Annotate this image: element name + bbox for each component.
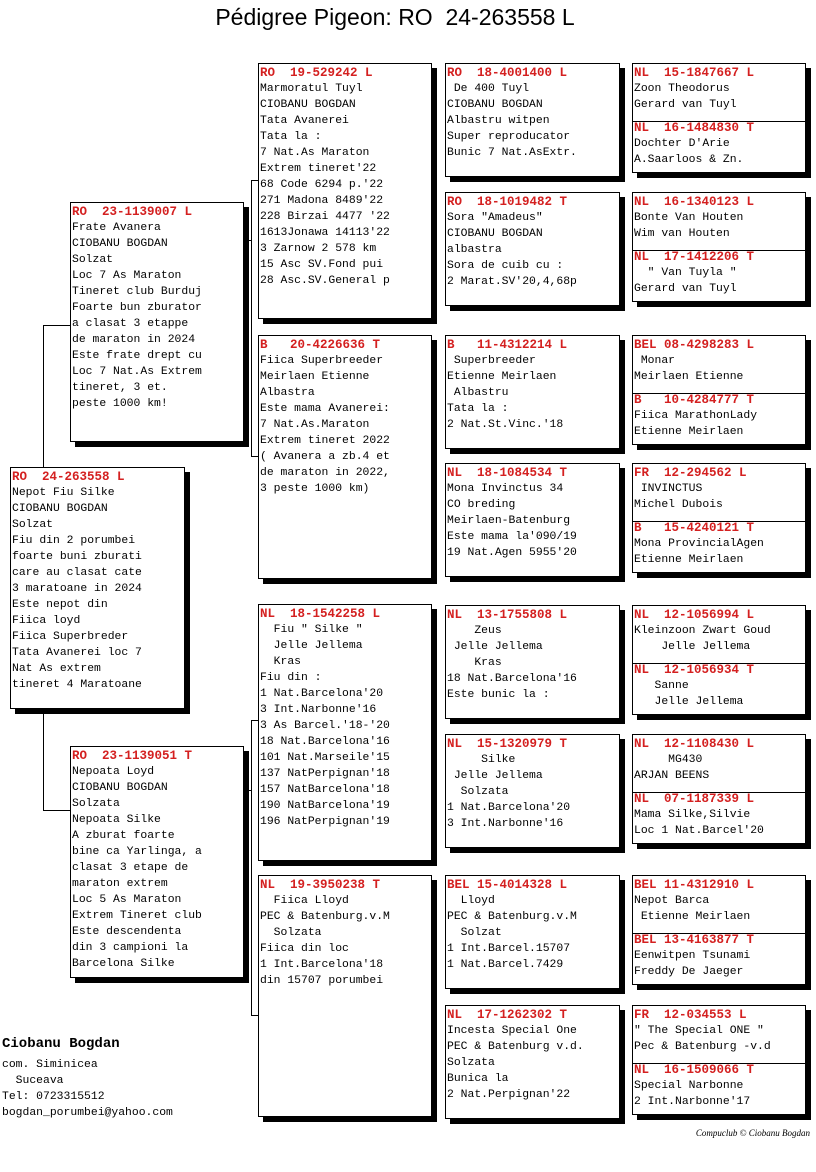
pedigree-line: 228 Birzai 4477 '22 xyxy=(260,211,390,223)
gen4-pair-box xyxy=(632,463,806,573)
pedigree-line: CIOBANU BOGDAN xyxy=(447,99,543,111)
pedigree-line: albastra xyxy=(447,244,502,256)
pedigree-line: Albastru xyxy=(447,387,509,399)
pedigree-line: 2 Nat.Perpignan'22 xyxy=(447,1089,571,1101)
pedigree-line: Jelle Jellema xyxy=(447,641,543,653)
pedigree-line: A zburat foarte xyxy=(72,830,175,842)
ring-number: BEL 11-4312910 L xyxy=(634,878,755,892)
ring-number: NL 18-1084534 T xyxy=(447,466,568,480)
pedigree-line: bine ca Yarlinga, a xyxy=(72,846,202,858)
pedigree-line: Freddy De Jaeger xyxy=(634,966,744,978)
pedigree-line: Extrem Tineret club xyxy=(72,910,202,922)
pedigree-line: Solzat xyxy=(12,519,54,531)
pedigree-line: " The Special ONE " xyxy=(634,1025,764,1037)
pedigree-line: Fiica din loc xyxy=(260,943,349,955)
connector xyxy=(43,325,71,326)
pedigree-line: 271 Madona 8489'22 xyxy=(260,195,384,207)
pedigree-line: Wim van Houten xyxy=(634,228,730,240)
pedigree-line: 1 Nat.Barcelona'20 xyxy=(260,688,384,700)
pedigree-line: Extrem tineret'22 xyxy=(260,163,377,175)
pedigree-line: CIOBANU BOGDAN xyxy=(12,503,108,515)
ring-number: NL 12-1108430 L xyxy=(634,737,755,751)
pedigree-line: Superbreeder xyxy=(447,355,536,367)
pedigree-line: Solzata xyxy=(447,1057,495,1069)
pedigree-line: Fiica loyd xyxy=(12,615,81,627)
pedigree-line: Fiu din : xyxy=(260,672,322,684)
pedigree-line: 15 Asc SV.Fond pui xyxy=(260,259,384,271)
ring-number: FR 12-034553 L xyxy=(634,1008,747,1022)
ring-number: NL 15-1847667 L xyxy=(634,66,755,80)
pedigree-line: Nepoata Loyd xyxy=(72,766,155,778)
pedigree-line: A.Saarloos & Zn. xyxy=(634,154,744,166)
pedigree-line: Mama Silke,Silvie xyxy=(634,809,751,821)
pedigree-line: Bonte Van Houten xyxy=(634,212,744,224)
pedigree-line: Mona ProvincialAgen xyxy=(634,538,764,550)
pedigree-line: Jelle Jellema xyxy=(447,770,543,782)
pedigree-line: Fiica Superbreder xyxy=(12,631,129,643)
pedigree-line: care au clasat cate xyxy=(12,567,142,579)
gen4-pair-box xyxy=(632,1005,806,1115)
pedigree-line: Extrem tineret 2022 xyxy=(260,435,390,447)
pedigree-line: Loc 1 Nat.Barcel'20 xyxy=(634,825,764,837)
pedigree-line: Bunica la xyxy=(447,1073,509,1085)
pedigree-line: ARJAN BEENS xyxy=(634,770,710,782)
gen4-pair-box xyxy=(632,605,806,715)
page-title: Pédigree Pigeon: RO 24-263558 L xyxy=(215,4,575,30)
ring-number: NL 16-1509066 T xyxy=(634,1063,755,1077)
pedigree-line: Lloyd xyxy=(447,895,495,907)
pedigree-line: 137 NatPerpignan'18 xyxy=(260,768,390,780)
pedigree-line: Solzata xyxy=(260,927,322,939)
pedigree-line: Zeus xyxy=(447,625,502,637)
ring-number: NL 17-1412206 T xyxy=(634,250,755,264)
gen3-box xyxy=(445,875,620,989)
gen3-box xyxy=(445,605,620,719)
pedigree-line: Meirlaen Etienne xyxy=(260,371,370,383)
pedigree-line: INVINCTUS xyxy=(634,483,703,495)
pedigree-line: Bunic 7 Nat.AsExtr. xyxy=(447,147,577,159)
connector xyxy=(43,708,44,810)
pedigree-line: Eenwitpen Tsunami xyxy=(634,950,751,962)
pedigree-line: Loc 7 Nat.As Extrem xyxy=(72,366,202,378)
pedigree-line: Mona Invinctus 34 xyxy=(447,483,564,495)
gen3-box xyxy=(445,335,620,449)
pedigree-line: Sora "Amadeus" xyxy=(447,212,543,224)
ring-number: RO 19-529242 L xyxy=(260,66,373,80)
pedigree-line: Super reproducator xyxy=(447,131,571,143)
divider xyxy=(633,1063,805,1064)
ring-number: NL 07-1187339 L xyxy=(634,792,755,806)
pedigree-line: Incesta Special One xyxy=(447,1025,577,1037)
pedigree-line: tineret 4 Maratoane xyxy=(12,679,142,691)
pedigree-line: CIOBANU BOGDAN xyxy=(447,228,543,240)
divider xyxy=(633,121,805,122)
gen4-pair-box xyxy=(632,192,806,302)
ring-number: B 10-4284777 T xyxy=(634,393,755,407)
owner-email[interactable]: bogdan_porumbei@yahoo.com xyxy=(2,1107,173,1119)
pedigree-line: maraton extrem xyxy=(72,878,168,890)
pedigree-line: Tata Avanerei loc 7 xyxy=(12,647,142,659)
pedigree-line: Kleinzoon Zwart Goud xyxy=(634,625,771,637)
ring-number: BEL 08-4298283 L xyxy=(634,338,755,352)
pedigree-line: Este bunic la : xyxy=(447,689,550,701)
subject-box xyxy=(10,467,185,709)
pedigree-line: Fiu din 2 porumbei xyxy=(12,535,136,547)
ring-number: B 15-4240121 T xyxy=(634,521,755,535)
pedigree-line: 196 NatPerpignan'19 xyxy=(260,816,390,828)
pedigree-line: 28 Asc.SV.General p xyxy=(260,275,390,287)
pedigree-line: din 3 campioni la xyxy=(72,942,189,954)
pedigree-line: clasat 3 etape de xyxy=(72,862,189,874)
pedigree-line: Solzat xyxy=(72,254,114,266)
pedigree-line: 68 Code 6294 p.'22 xyxy=(260,179,384,191)
pedigree-line: 2 Marat.SV'20,4,68p xyxy=(447,276,577,288)
pedigree-line: Special Narbonne xyxy=(634,1080,744,1092)
pedigree-line: Etienne Meirlaen xyxy=(447,371,557,383)
pedigree-line: ( Avanera a zb.4 et xyxy=(260,451,390,463)
ring-number: BEL 13-4163877 T xyxy=(634,933,755,947)
divider xyxy=(633,663,805,664)
pedigree-line: Loc 5 As Maraton xyxy=(72,894,182,906)
footer-credit: Compuclub © Ciobanu Bogdan xyxy=(695,1128,810,1138)
sire-sire-box xyxy=(258,63,432,319)
connector xyxy=(243,790,251,791)
pedigree-line: de maraton in 2022, xyxy=(260,467,390,479)
ring-number: NL 12-1056994 L xyxy=(634,608,755,622)
pedigree-line: peste 1000 km! xyxy=(72,398,168,410)
pedigree-line: Jelle Jellema xyxy=(634,696,744,708)
pedigree-line: Sanne xyxy=(634,680,689,692)
pedigree-line: Tata la : xyxy=(260,131,322,143)
divider xyxy=(633,933,805,934)
gen3-box xyxy=(445,463,620,577)
divider xyxy=(633,393,805,394)
pedigree-line: 2 Int.Narbonne'17 xyxy=(634,1096,751,1108)
pedigree-line: Fiica Lloyd xyxy=(260,895,349,907)
dam-dam-box xyxy=(258,875,432,1117)
pedigree-line: CIOBANU BOGDAN xyxy=(72,782,168,794)
pedigree-line: Kras xyxy=(260,656,302,668)
ring-number: NL 18-1542258 L xyxy=(260,607,381,621)
pedigree-line: Barcelona Silke xyxy=(72,958,175,970)
pedigree-line: Nepoata Silke xyxy=(72,814,161,826)
pedigree-line: CIOBANU BOGDAN xyxy=(260,99,356,111)
pedigree-line: Etienne Meirlaen xyxy=(634,426,744,438)
pedigree-line: 3 peste 1000 km) xyxy=(260,483,370,495)
pedigree-line: 1613Jonawa 14113'22 xyxy=(260,227,390,239)
pedigree-line: 3 Zarnow 2 578 km xyxy=(260,243,377,255)
pedigree-line: Tata la : xyxy=(447,403,509,415)
pedigree-line: Etienne Meirlaen xyxy=(634,554,744,566)
pedigree-line: 3 maratoane in 2024 xyxy=(12,583,142,595)
pedigree-line: tineret, 3 et. xyxy=(72,382,168,394)
ring-number: NL 12-1056934 T xyxy=(634,663,755,677)
pedigree-line: MG430 xyxy=(634,754,703,766)
connector xyxy=(43,325,44,470)
dam-sire-box xyxy=(258,604,432,861)
ring-number: NL 17-1262302 T xyxy=(447,1008,568,1022)
pedigree-line: 7 Nat.As.Maraton xyxy=(260,419,370,431)
gen4-pair-box xyxy=(632,63,806,173)
pedigree-line: 1 Nat.Barcel.7429 xyxy=(447,959,564,971)
owner-name: Ciobanu Bogdan xyxy=(2,1036,120,1052)
ring-number: FR 12-294562 L xyxy=(634,466,747,480)
pedigree-line: Fiica MarathonLady xyxy=(634,410,758,422)
ring-number: RO 18-1019482 T xyxy=(447,195,568,209)
gen3-box xyxy=(445,192,620,306)
pedigree-line: Tineret club Burduj xyxy=(72,286,202,298)
pedigree-line: 1 Int.Barcelona'18 xyxy=(260,959,384,971)
pedigree-line: Este nepot din xyxy=(12,599,108,611)
pedigree-line: Michel Dubois xyxy=(634,499,723,511)
pedigree-line: Silke xyxy=(447,754,516,766)
pedigree-line: Gerard van Tuyl xyxy=(634,99,737,111)
pedigree-line: Zoon Theodorus xyxy=(634,83,730,95)
ring-number: NL 15-1320979 T xyxy=(447,737,568,751)
pedigree-line: Sora de cuib cu : xyxy=(447,260,564,272)
ring-number: B 11-4312214 L xyxy=(447,338,568,352)
gen3-box xyxy=(445,734,620,848)
pedigree-line: PEC & Batenburg v.d. xyxy=(447,1041,584,1053)
ring-number: NL 19-3950238 T xyxy=(260,878,381,892)
gen4-pair-box xyxy=(632,734,806,844)
ring-number: RO 23-1139007 L xyxy=(72,205,193,219)
pedigree-line: a clasat 3 etappe xyxy=(72,318,189,330)
pedigree-line: 3 Int.Narbonne'16 xyxy=(260,704,377,716)
pedigree-line: Fiu " Silke " xyxy=(260,624,363,636)
dam-box xyxy=(70,746,244,978)
gen4-pair-box xyxy=(632,875,806,985)
pedigree-line: Albastra xyxy=(260,387,315,399)
pedigree-line: Este descendenta xyxy=(72,926,182,938)
pedigree-line: 18 Nat.Barcelona'16 xyxy=(447,673,577,685)
pedigree-line: Jelle Jellema xyxy=(260,640,363,652)
gen4-pair-box xyxy=(632,335,806,445)
pedigree-line: Este mama Avanerei: xyxy=(260,403,390,415)
pedigree-line: 18 Nat.Barcelona'16 xyxy=(260,736,390,748)
pedigree-line: PEC & Batenburg.v.M xyxy=(260,911,390,923)
pedigree-line: Loc 7 As Maraton xyxy=(72,270,182,282)
divider xyxy=(633,521,805,522)
pedigree-line: 1 Int.Barcel.15707 xyxy=(447,943,571,955)
pedigree-line: Pec & Batenburg -v.d xyxy=(634,1041,771,1053)
ring-number: NL 16-1484830 T xyxy=(634,121,755,135)
pedigree-line: Fiica Superbreeder xyxy=(260,355,384,367)
ring-number: NL 13-1755808 L xyxy=(447,608,568,622)
pedigree-line: Kras xyxy=(447,657,502,669)
connector xyxy=(251,720,252,1015)
pedigree-line: De 400 Tuyl xyxy=(447,83,530,95)
pedigree-line: 2 Nat.St.Vinc.'18 xyxy=(447,419,564,431)
pedigree-line: Nepot Fiu Silke xyxy=(12,487,115,499)
pedigree-line: 3 Int.Narbonne'16 xyxy=(447,818,564,830)
pedigree-line: Etienne Meirlaen xyxy=(634,911,751,923)
pedigree-line: Albastru witpen xyxy=(447,115,550,127)
pedigree-line: Este mama la'090/19 xyxy=(447,531,577,543)
pedigree-line: foarte buni zburati xyxy=(12,551,142,563)
pedigree-line: 3 As Barcel.'18-'20 xyxy=(260,720,390,732)
pedigree-line: Tata Avanerei xyxy=(260,115,349,127)
pedigree-line: 1 Nat.Barcelona'20 xyxy=(447,802,571,814)
owner-address: com. Siminicea xyxy=(2,1059,98,1071)
pedigree-line: din 15707 porumbei xyxy=(260,975,384,987)
pedigree-line: Meirlaen Etienne xyxy=(634,371,744,383)
pedigree-line: " Van Tuyla " xyxy=(634,267,737,279)
gen3-box xyxy=(445,63,620,177)
pedigree-line: PEC & Batenburg.v.M xyxy=(447,911,577,923)
pedigree-line: 19 Nat.Agen 5955'20 xyxy=(447,547,577,559)
pedigree-line: Solzat xyxy=(447,927,502,939)
pedigree-line: Marmoratul Tuyl xyxy=(260,83,363,95)
pedigree-line: Jelle Jellema xyxy=(634,641,751,653)
ring-number: NL 16-1340123 L xyxy=(634,195,755,209)
owner-info xyxy=(2,1035,173,1121)
pedigree-line: Solzata xyxy=(72,798,120,810)
pedigree-line: Monar xyxy=(634,355,676,367)
connector xyxy=(43,810,71,811)
pedigree-line: CIOBANU BOGDAN xyxy=(72,238,168,250)
pedigree-line: Gerard van Tuyl xyxy=(634,283,737,295)
owner-phone: Tel: 0723315512 xyxy=(2,1091,105,1103)
pedigree-line: Nat As extrem xyxy=(12,663,101,675)
pedigree-line: 157 NatBarcelona'18 xyxy=(260,784,390,796)
pedigree-line: Solzata xyxy=(447,786,509,798)
pedigree-line: 7 Nat.As Maraton xyxy=(260,147,370,159)
ring-number: BEL 15-4014328 L xyxy=(447,878,568,892)
gen3-box xyxy=(445,1005,620,1119)
ring-number: RO 23-1139051 T xyxy=(72,749,193,763)
pedigree-line: Meirlaen-Batenburg xyxy=(447,515,571,527)
divider xyxy=(633,792,805,793)
sire-dam-box xyxy=(258,335,432,579)
owner-address: Suceava xyxy=(2,1075,64,1087)
pedigree-line: 101 Nat.Marseile'15 xyxy=(260,752,390,764)
divider xyxy=(633,250,805,251)
pedigree-line: Dochter D'Arie xyxy=(634,138,730,150)
pedigree-line: de maraton in 2024 xyxy=(72,334,196,346)
connector xyxy=(243,240,251,241)
pedigree-line: Foarte bun zburator xyxy=(72,302,202,314)
pedigree-line: CO breding xyxy=(447,499,516,511)
pedigree-line: Este frate drept cu xyxy=(72,350,202,362)
ring-number: RO 24-263558 L xyxy=(12,470,125,484)
ring-number: B 20-4226636 T xyxy=(260,338,381,352)
sire-box xyxy=(70,202,244,442)
pedigree-line: 190 NatBarcelona'19 xyxy=(260,800,390,812)
pedigree-line: Frate Avanera xyxy=(72,222,161,234)
connector xyxy=(251,180,252,456)
pedigree-line: Nepot Barca xyxy=(634,895,710,907)
ring-number: RO 18-4001400 L xyxy=(447,66,568,80)
